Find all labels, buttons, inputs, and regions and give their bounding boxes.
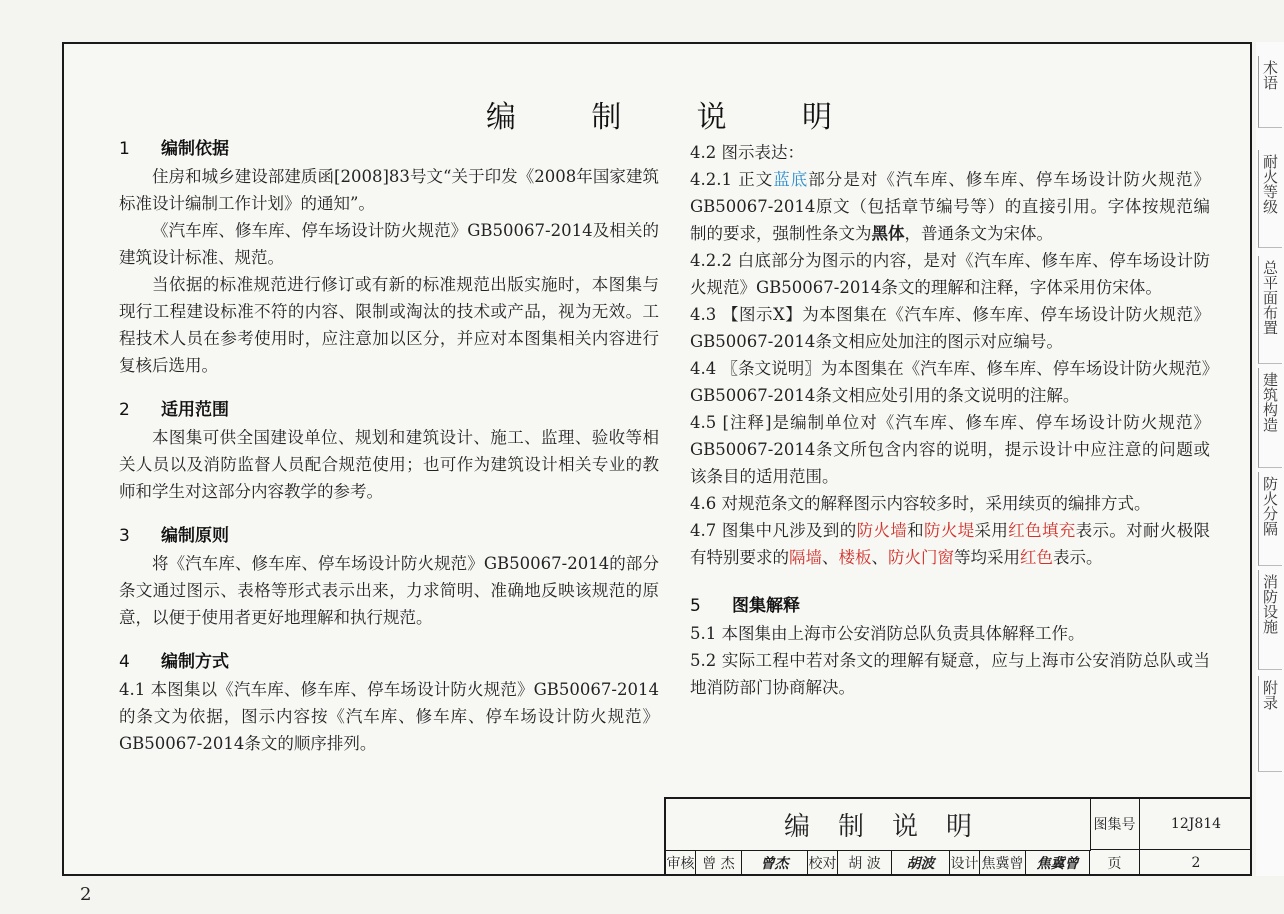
side-tab-fire-rating[interactable]: 耐火等级 xyxy=(1258,150,1282,248)
clause-5-2: 5.2 实际工程中若对条文的理解有疑意，应与上海市公安消防总队或当地消防部门协商解决。 xyxy=(690,651,1210,697)
section-2-para-1: 本图集可供全国建设单位、规划和建筑设计、施工、监理、验收等相关人员以及消防监督人员配合规范使用；也可作为建筑设计相关专业的教师和学生对这部分内容教学的参考。 xyxy=(119,428,659,501)
red-text: 楼板 xyxy=(838,548,872,567)
red-text: 隔墙 xyxy=(789,548,822,567)
design-signature: 焦冀曾 xyxy=(1026,850,1090,876)
red-text: 防火门窗 xyxy=(888,548,954,567)
clause-4-2: 4.2 图示表达： xyxy=(690,143,804,162)
atlas-number-label: 图集号 xyxy=(1090,799,1140,850)
title-char: 说 xyxy=(696,100,727,135)
section-4-para-1: 4.1 本图集以《汽车库、修车库、停车场设计防火规范》GB50067-2014的条文为依据，图示内容按《汽车库、修车库、停车场设计防火规范》GB50067-2014条文的顺序排列。 xyxy=(119,680,659,753)
title-block xyxy=(664,797,1252,876)
section-1-heading: 1 编制依据 xyxy=(119,139,229,159)
clause-4-2-1: 4.2.1 正文蓝底部分是对《汽车库、修车库、停车场设计防火规范》GB50067-2014原文（包括章节编号等）的直接引用。字体按规范编制的要求，强制性条文为黑体，普通条文为宋体。 xyxy=(690,170,1211,243)
clause-5-1: 5.1 本图集由上海市公安消防总队负责具体解释工作。 xyxy=(690,624,1085,643)
design-label: 设计 xyxy=(950,850,980,876)
design-name: 焦冀曾 xyxy=(980,850,1026,876)
review-label: 审核 xyxy=(666,850,696,876)
red-text: 防火墙 xyxy=(856,521,908,540)
section-2-heading: 2 适用范围 xyxy=(119,400,229,420)
side-tab-appendix[interactable]: 附录 xyxy=(1258,676,1282,772)
side-tab-fire-separation[interactable]: 防火分隔 xyxy=(1258,472,1282,566)
clause-4-5: 4.5 [注释]是编制单位对《汽车库、修车库、停车场设计防火规范》GB50067-2014条文所包含内容的说明，提示设计中应注意的问题或该条目的适用范围。 xyxy=(690,413,1210,486)
clause-4-4: 4.4 〖条文说明〗为本图集在《汽车库、修车库、停车场设计防火规范》GB50067-2014条文相应处引用的条文说明的注解。 xyxy=(690,359,1210,405)
page-label: 页 xyxy=(1090,850,1140,876)
section-3-heading: 3 编制原则 xyxy=(119,526,229,546)
signature-row xyxy=(666,850,1252,876)
red-text: 红色 xyxy=(1020,548,1053,567)
check-label: 校对 xyxy=(808,850,838,876)
title-char: 制 xyxy=(591,100,622,135)
side-tab-construction[interactable]: 建筑构造 xyxy=(1258,368,1282,468)
section-1-para-3: 当依据的标准规范进行修订或有新的标准规范出版实施时，本图集与现行工程建设标准不符的内容、限制或淘汰的技术或产品，视为无效。工程技术人员在参考使用时，应注意加以区分，并应对本图集相关内容进行复核后选用。 xyxy=(119,275,659,375)
atlas-number: 12J814 xyxy=(1140,799,1252,850)
blue-highlight-text: 蓝底 xyxy=(773,170,809,189)
clause-4-2-2: 4.2.2 白底部分为图示的内容，是对《汽车库、修车库、停车场设计防火规范》GB50067-2014条文的理解和注释，字体采用仿宋体。 xyxy=(690,251,1210,297)
clause-4-7: 4.7 图集中凡涉及到的防火墙和防火堤采用红色填充表示。对耐火极限有特别要求的隔墙、楼板、防火门窗等均采用红色表示。 xyxy=(690,521,1211,567)
bold-text: 黑体 xyxy=(871,224,905,243)
section-5-heading: 5 图集解释 xyxy=(690,596,800,616)
check-name: 胡 波 xyxy=(838,850,892,876)
section-1-para-2: 《汽车库、修车库、停车场设计防火规范》GB50067-2014及相关的建筑设计标准、规范。 xyxy=(119,221,659,267)
page-title xyxy=(486,92,832,136)
side-tab-terms[interactable]: 术语 xyxy=(1258,56,1282,128)
clause-4-3: 4.3 【图示X】为本图集在《汽车库、修车库、停车场设计防火规范》GB50067-2014条文相应处加注的图示对应编号。 xyxy=(690,305,1210,351)
check-signature: 胡波 xyxy=(892,850,950,876)
title-char: 编 xyxy=(486,100,516,135)
section-3-para-1: 将《汽车库、修车库、停车场设计防火规范》GB50067-2014的部分条文通过图示、表格等形式表示出来，力求简明、准确地反映该规范的原意，以便于使用者更好地理解和执行规范。 xyxy=(119,554,659,627)
review-signature: 曾杰 xyxy=(742,850,808,876)
section-1-para-1: 住房和城乡建设部建质函[2008]83号文“关于印发《2008年国家建筑标准设计编制工作计划》的通知”。 xyxy=(119,167,659,213)
title-block-name: 编 制 说 明 xyxy=(666,799,1091,851)
section-4-heading: 4 编制方式 xyxy=(119,652,229,672)
clause-4-6: 4.6 对规范条文的解释图示内容较多时，采用续页的编排方式。 xyxy=(690,494,1151,513)
side-tab-fire-facilities[interactable]: 消防设施 xyxy=(1258,570,1282,670)
left-column xyxy=(119,136,659,757)
page-no: 2 xyxy=(1191,855,1201,871)
red-text: 防火堤 xyxy=(924,521,975,540)
page-number: 2 xyxy=(80,884,92,905)
review-name: 曾 杰 xyxy=(696,850,742,876)
title-char: 明 xyxy=(801,100,832,135)
side-tab-site-plan[interactable]: 总平面布置 xyxy=(1258,256,1282,364)
right-column xyxy=(690,139,1210,701)
red-text: 红色填充 xyxy=(1008,521,1076,540)
